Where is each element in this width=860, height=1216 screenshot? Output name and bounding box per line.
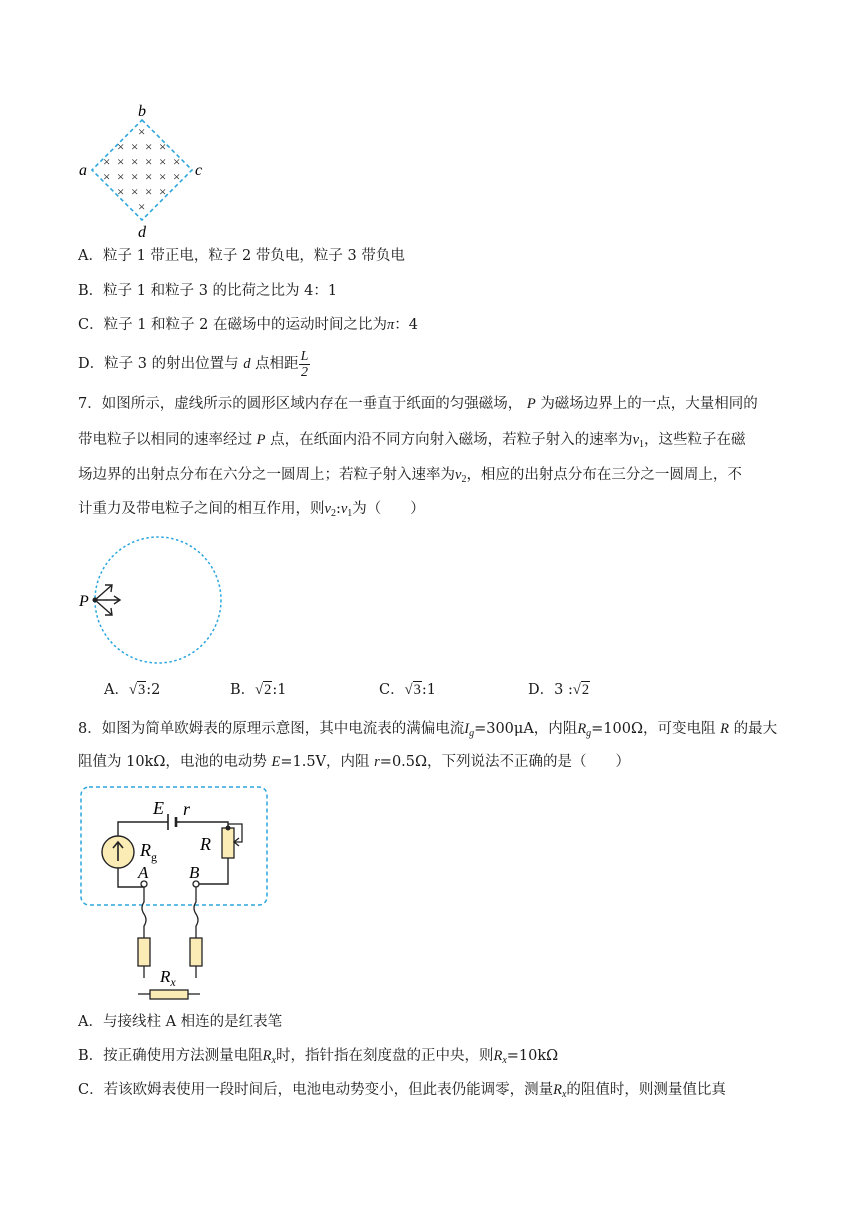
pi-symbol: π bbox=[387, 317, 395, 333]
option-text: 按正确使用方法测量电阻 bbox=[103, 1048, 263, 1064]
sqrt-expression: √2 bbox=[255, 682, 272, 698]
field-cross: × bbox=[159, 184, 167, 199]
text: ，这些粒子在磁 bbox=[644, 432, 746, 448]
radicand: 3 bbox=[137, 682, 146, 698]
label-b: b bbox=[138, 103, 146, 120]
text: 8．如图为简单欧姆表的原理示意图，其中电流表的满偏电流 bbox=[78, 721, 465, 737]
field-cross: × bbox=[173, 169, 181, 184]
field-cross: × bbox=[117, 184, 125, 199]
galvanometer bbox=[102, 836, 134, 868]
label-rx: $R_x$ bbox=[160, 967, 176, 989]
var-d: d bbox=[243, 356, 251, 372]
option-letter: A． bbox=[78, 248, 103, 264]
q8-option-b bbox=[78, 1046, 558, 1071]
field-cross: × bbox=[103, 154, 111, 169]
text: 带电粒子以相同的速率经过 bbox=[78, 432, 252, 448]
q7-option-b bbox=[230, 680, 287, 700]
text: 场边界的出射点分布在六分之一圆周上；若粒子射入速率为 bbox=[78, 467, 455, 483]
field-cross: × bbox=[131, 169, 139, 184]
probe-black bbox=[190, 938, 202, 966]
text: 计重力及带电粒子之间的相互作用，则 bbox=[78, 501, 325, 517]
velocity-arrows bbox=[95, 585, 120, 615]
option-text: :1 bbox=[272, 682, 287, 698]
colon: : bbox=[335, 501, 341, 517]
field-cross: × bbox=[117, 169, 125, 184]
field-cross: × bbox=[159, 139, 167, 154]
sub-1: 1 bbox=[639, 439, 645, 450]
var-r: R bbox=[720, 721, 729, 737]
var-r: R bbox=[553, 1082, 562, 1098]
q6-option-d bbox=[78, 346, 310, 382]
q7-stem-line3 bbox=[78, 465, 742, 490]
field-cross: × bbox=[145, 139, 153, 154]
option-letter: A． bbox=[104, 682, 129, 698]
option-text: :2 bbox=[146, 682, 161, 698]
resistor-rx bbox=[150, 990, 188, 999]
field-cross: × bbox=[138, 199, 146, 214]
var-v: v bbox=[632, 432, 640, 448]
option-text: 与接线柱 A 相连的是红表笔 bbox=[102, 1014, 283, 1030]
option-text: 时，指针指在刻度盘的正中央，则 bbox=[275, 1048, 494, 1064]
var-p: P bbox=[256, 432, 266, 448]
variable-resistor bbox=[222, 824, 242, 858]
option-text: :1 bbox=[421, 682, 436, 698]
q8-option-a bbox=[78, 1012, 282, 1032]
text: =1.5V，内阻 bbox=[280, 754, 370, 770]
sub-x: x bbox=[561, 1089, 567, 1100]
option-text: ：4 bbox=[394, 317, 418, 333]
var-r: R bbox=[493, 1048, 503, 1064]
text: 为（ ） bbox=[352, 501, 425, 517]
field-cross: × bbox=[131, 154, 139, 169]
option-letter: D． bbox=[78, 356, 105, 372]
option-letter: C． bbox=[379, 682, 405, 698]
option-text: 粒子 3 的射出位置与 bbox=[104, 356, 239, 372]
frac-denominator: 2 bbox=[300, 364, 308, 380]
label-rg: $R_g$ bbox=[140, 840, 157, 864]
field-cross: × bbox=[145, 184, 153, 199]
field-cross: × bbox=[159, 169, 167, 184]
q7-option-a bbox=[104, 680, 160, 700]
radicand: 2 bbox=[264, 682, 272, 698]
label-r-variable: R bbox=[200, 834, 211, 854]
option-letter: B． bbox=[230, 682, 256, 698]
option-letter: C． bbox=[78, 1082, 104, 1098]
text: =100Ω，可变电阻 bbox=[591, 721, 716, 737]
text: 点，在纸面内沿不同方向射入磁场，若粒子射入的速率为 bbox=[270, 432, 633, 448]
sub-x: x bbox=[271, 1055, 276, 1066]
sub-g: g bbox=[586, 728, 592, 739]
sqrt-expression: √3 bbox=[128, 682, 146, 698]
probe-red bbox=[138, 938, 150, 966]
option-letter: B． bbox=[78, 1048, 104, 1064]
q6-option-b bbox=[78, 281, 337, 301]
label-c: c bbox=[195, 162, 203, 179]
q8-stem-line1 bbox=[78, 719, 777, 744]
option-text: 3 : bbox=[554, 682, 573, 698]
q8-stem-line2 bbox=[78, 752, 630, 772]
field-crosses bbox=[103, 124, 180, 214]
q6-figure bbox=[76, 100, 216, 240]
field-cross: × bbox=[117, 139, 125, 154]
text: ，相应的出射点分布在三分之一圆周上，不 bbox=[466, 467, 742, 483]
sub-2: 2 bbox=[461, 474, 467, 485]
sub-g: g bbox=[469, 728, 475, 739]
option-letter: B． bbox=[78, 283, 104, 299]
label-b-terminal: B bbox=[189, 863, 200, 882]
option-text: 的阻值时，则测量值比真 bbox=[566, 1082, 726, 1098]
q7-stem-line4 bbox=[78, 499, 425, 524]
field-cross: × bbox=[138, 124, 146, 139]
var-r: R bbox=[577, 721, 587, 737]
sqrt-expression: √2 bbox=[572, 682, 590, 698]
radicand: 2 bbox=[581, 682, 590, 698]
var-r-small: r bbox=[374, 754, 380, 770]
option-letter: C． bbox=[78, 317, 104, 333]
option-letter: D． bbox=[528, 682, 555, 698]
q7-stem-line2 bbox=[78, 430, 746, 455]
text: 7．如图所示，虚线所示的圆形区域内存在一垂直于纸面的匀强磁场， bbox=[78, 396, 523, 412]
q7-option-c bbox=[379, 680, 436, 700]
field-cross: × bbox=[173, 154, 181, 169]
option-text: =10kΩ bbox=[506, 1048, 559, 1064]
field-cross: × bbox=[145, 154, 153, 169]
option-letter: A． bbox=[78, 1014, 103, 1030]
text: =0.5Ω，下列说法不正确的是（ ） bbox=[379, 754, 631, 770]
field-cross: × bbox=[131, 184, 139, 199]
sub-x: x bbox=[502, 1055, 507, 1066]
label-d: d bbox=[138, 224, 146, 240]
q6-option-a bbox=[78, 246, 405, 266]
text: 为磁场边界上的一点，大量相同的 bbox=[540, 396, 758, 412]
var-v: v bbox=[324, 501, 331, 517]
option-text: 粒子 1 和粒子 3 的比荷之比为 4：1 bbox=[103, 283, 338, 299]
q6-option-c bbox=[78, 315, 418, 335]
var-r: R bbox=[262, 1048, 272, 1064]
text: 阻值为 10kΩ，电池的电动势 bbox=[78, 754, 267, 770]
field-cross: × bbox=[159, 154, 167, 169]
field-cross: × bbox=[103, 169, 111, 184]
field-cross: × bbox=[117, 154, 125, 169]
sub-1: 1 bbox=[347, 508, 353, 519]
label-a: a bbox=[79, 162, 87, 179]
q8-option-c bbox=[78, 1080, 726, 1105]
text: 的最大 bbox=[733, 721, 778, 737]
var-p: P bbox=[526, 396, 536, 412]
field-cross: × bbox=[131, 139, 139, 154]
var-i: I bbox=[464, 721, 470, 737]
sqrt-expression: √3 bbox=[404, 682, 421, 698]
frac-numerator: L bbox=[300, 348, 309, 364]
var-v: v bbox=[455, 467, 462, 483]
label-a-terminal: A bbox=[138, 863, 149, 882]
option-text: 点相距 bbox=[255, 356, 299, 372]
q7-stem-line1 bbox=[78, 394, 758, 414]
var-e: E bbox=[271, 754, 281, 770]
option-text: 粒子 1 带正电，粒子 2 带负电，粒子 3 带负电 bbox=[102, 248, 405, 264]
battery bbox=[168, 814, 180, 830]
q8-circuit-figure bbox=[76, 782, 276, 1002]
q7-option-d bbox=[528, 680, 590, 700]
option-text: 粒子 1 和粒子 2 在磁场中的运动时间之比为 bbox=[103, 317, 387, 333]
q7-figure bbox=[76, 530, 236, 670]
var-v: v bbox=[340, 501, 348, 517]
field-cross: × bbox=[145, 169, 153, 184]
fraction-l-over-2 bbox=[299, 349, 311, 380]
label-e: E bbox=[153, 798, 164, 818]
text: =300μA，内阻 bbox=[474, 721, 578, 737]
label-p: P bbox=[79, 593, 89, 610]
radicand: 3 bbox=[413, 682, 421, 698]
label-r-internal: r bbox=[183, 799, 191, 819]
option-text: 若该欧姆表使用一段时间后，电池电动势变小，但此表仍能调零，测量 bbox=[103, 1082, 554, 1098]
sub-2: 2 bbox=[330, 508, 336, 519]
